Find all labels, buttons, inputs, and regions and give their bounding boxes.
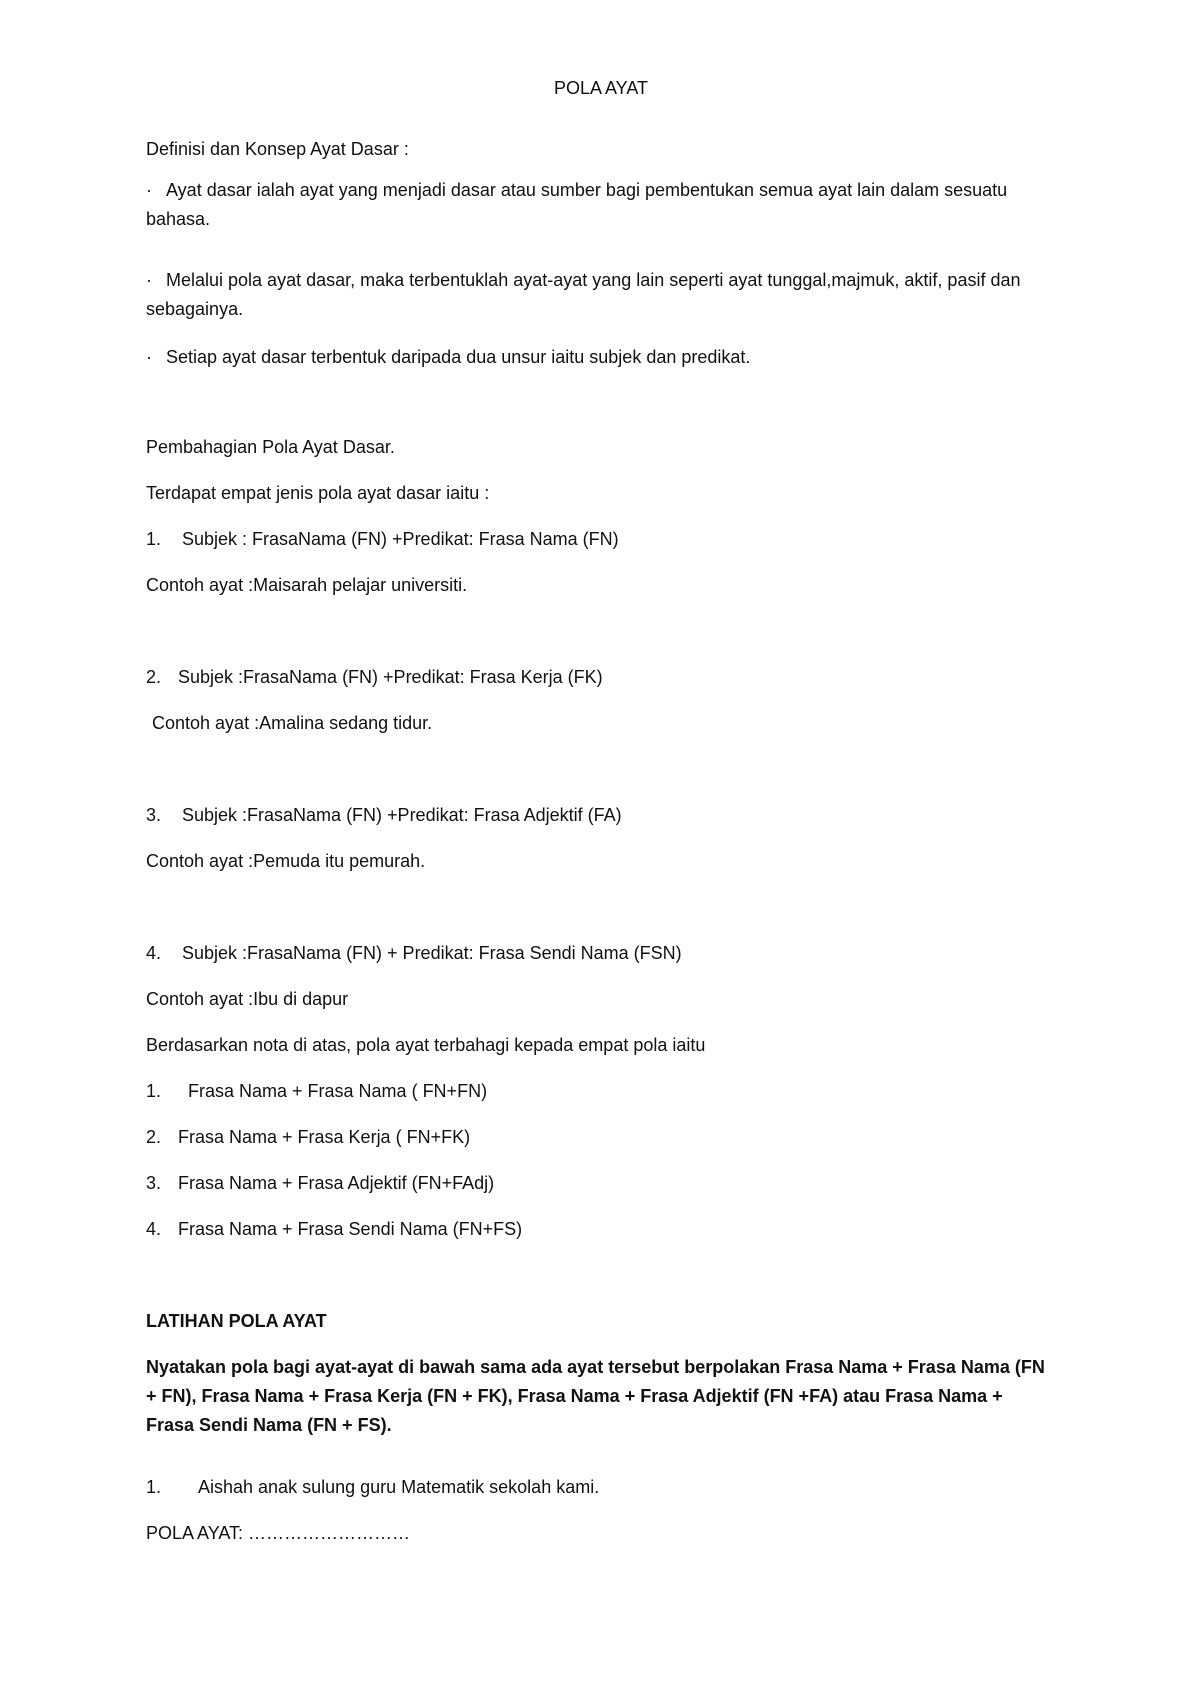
definition-bullet-2 (146, 266, 1066, 324)
summary-number: 1. (146, 1081, 162, 1101)
exercise-question-1 (146, 1473, 599, 1502)
division-intro: Terdapat empat jenis pola ayat dasar iaitu : (146, 483, 490, 503)
pattern-1 (146, 525, 619, 554)
pattern-2-example: Contoh ayat :Amalina sedang tidur. (152, 713, 433, 733)
summary-item-2 (146, 1123, 470, 1152)
pattern-1-example: Contoh ayat :Maisarah pelajar universiti. (146, 575, 468, 595)
pattern-4-example: Contoh ayat :Ibu di dapur (146, 989, 349, 1009)
pattern-3-example: Contoh ayat :Pemuda itu pemurah. (146, 851, 426, 871)
pattern-number: 1. (146, 529, 162, 549)
summary-item-3 (146, 1169, 494, 1198)
summary-item-4 (146, 1215, 522, 1244)
summary-text: Frasa Nama + Frasa Kerja ( FN+FK) (178, 1127, 471, 1147)
summary-text: Frasa Nama + Frasa Nama ( FN+FN) (188, 1081, 488, 1101)
question-number: 1. (146, 1477, 162, 1497)
definition-bullet-text: Melalui pola ayat dasar, maka terbentuklah ayat-ayat yang lain seperti ayat tunggal,majmuk, aktif, pasif dan sebagainya. (146, 270, 1021, 319)
summary-text: Frasa Nama + Frasa Adjektif (FN+FAdj) (178, 1173, 495, 1193)
pattern-number: 2. (146, 667, 162, 687)
bullet-dot: · (146, 270, 152, 290)
pattern-2 (146, 663, 603, 692)
definition-bullet-text: Ayat dasar ialah ayat yang menjadi dasar atau sumber bagi pembentukan semua ayat lain dalam sesuatu bahasa. (146, 180, 1008, 229)
pattern-number: 3. (146, 805, 162, 825)
exercise-instruction: Nyatakan pola bagi ayat-ayat di bawah sama ada ayat tersebut berpolakan Frasa Nama + Frasa Nama (FN + FN), Frasa Nama + Frasa Kerja (FN + FK), Frasa Nama + Frasa Adjektif (FN +FA) atau Frasa Nama + Frasa Sendi Nama (FN + FS). (146, 1357, 1045, 1435)
answer-line: POLA AYAT: ……………………… (146, 1523, 411, 1543)
pattern-number: 4. (146, 943, 162, 963)
definition-bullet-text: Setiap ayat dasar terbentuk daripada dua unsur iaitu subjek dan predikat. (166, 347, 751, 367)
division-heading: Pembahagian Pola Ayat Dasar. (146, 437, 395, 457)
summary-number: 4. (146, 1219, 162, 1239)
pattern-4 (146, 939, 682, 968)
summary-text: Frasa Nama + Frasa Sendi Nama (FN+FS) (178, 1219, 523, 1239)
pattern-3 (146, 801, 622, 830)
summary-number: 2. (146, 1127, 162, 1147)
pattern-text: Subjek :FrasaNama (FN) +Predikat: Frasa Kerja (FK) (178, 667, 603, 687)
definition-bullet-1 (146, 176, 1066, 234)
definition-bullet-3 (146, 343, 1066, 372)
page-title: POLA AYAT (553, 78, 649, 98)
pattern-text: Subjek : FrasaNama (FN) +Predikat: Frasa Nama (FN) (182, 529, 619, 549)
division-summary: Berdasarkan nota di atas, pola ayat terbahagi kepada empat pola iaitu (146, 1035, 706, 1055)
summary-number: 3. (146, 1173, 162, 1193)
exercise-heading: LATIHAN POLA AYAT (146, 1311, 327, 1331)
definition-heading: Definisi dan Konsep Ayat Dasar : (146, 139, 409, 159)
bullet-dot: · (146, 347, 152, 367)
bullet-dot: · (146, 180, 152, 200)
pattern-text: Subjek :FrasaNama (FN) +Predikat: Frasa Adjektif (FA) (182, 805, 622, 825)
question-text: Aishah anak sulung guru Matematik sekolah kami. (198, 1477, 600, 1497)
pattern-text: Subjek :FrasaNama (FN) + Predikat: Frasa Sendi Nama (FSN) (182, 943, 682, 963)
summary-item-1 (146, 1077, 487, 1106)
